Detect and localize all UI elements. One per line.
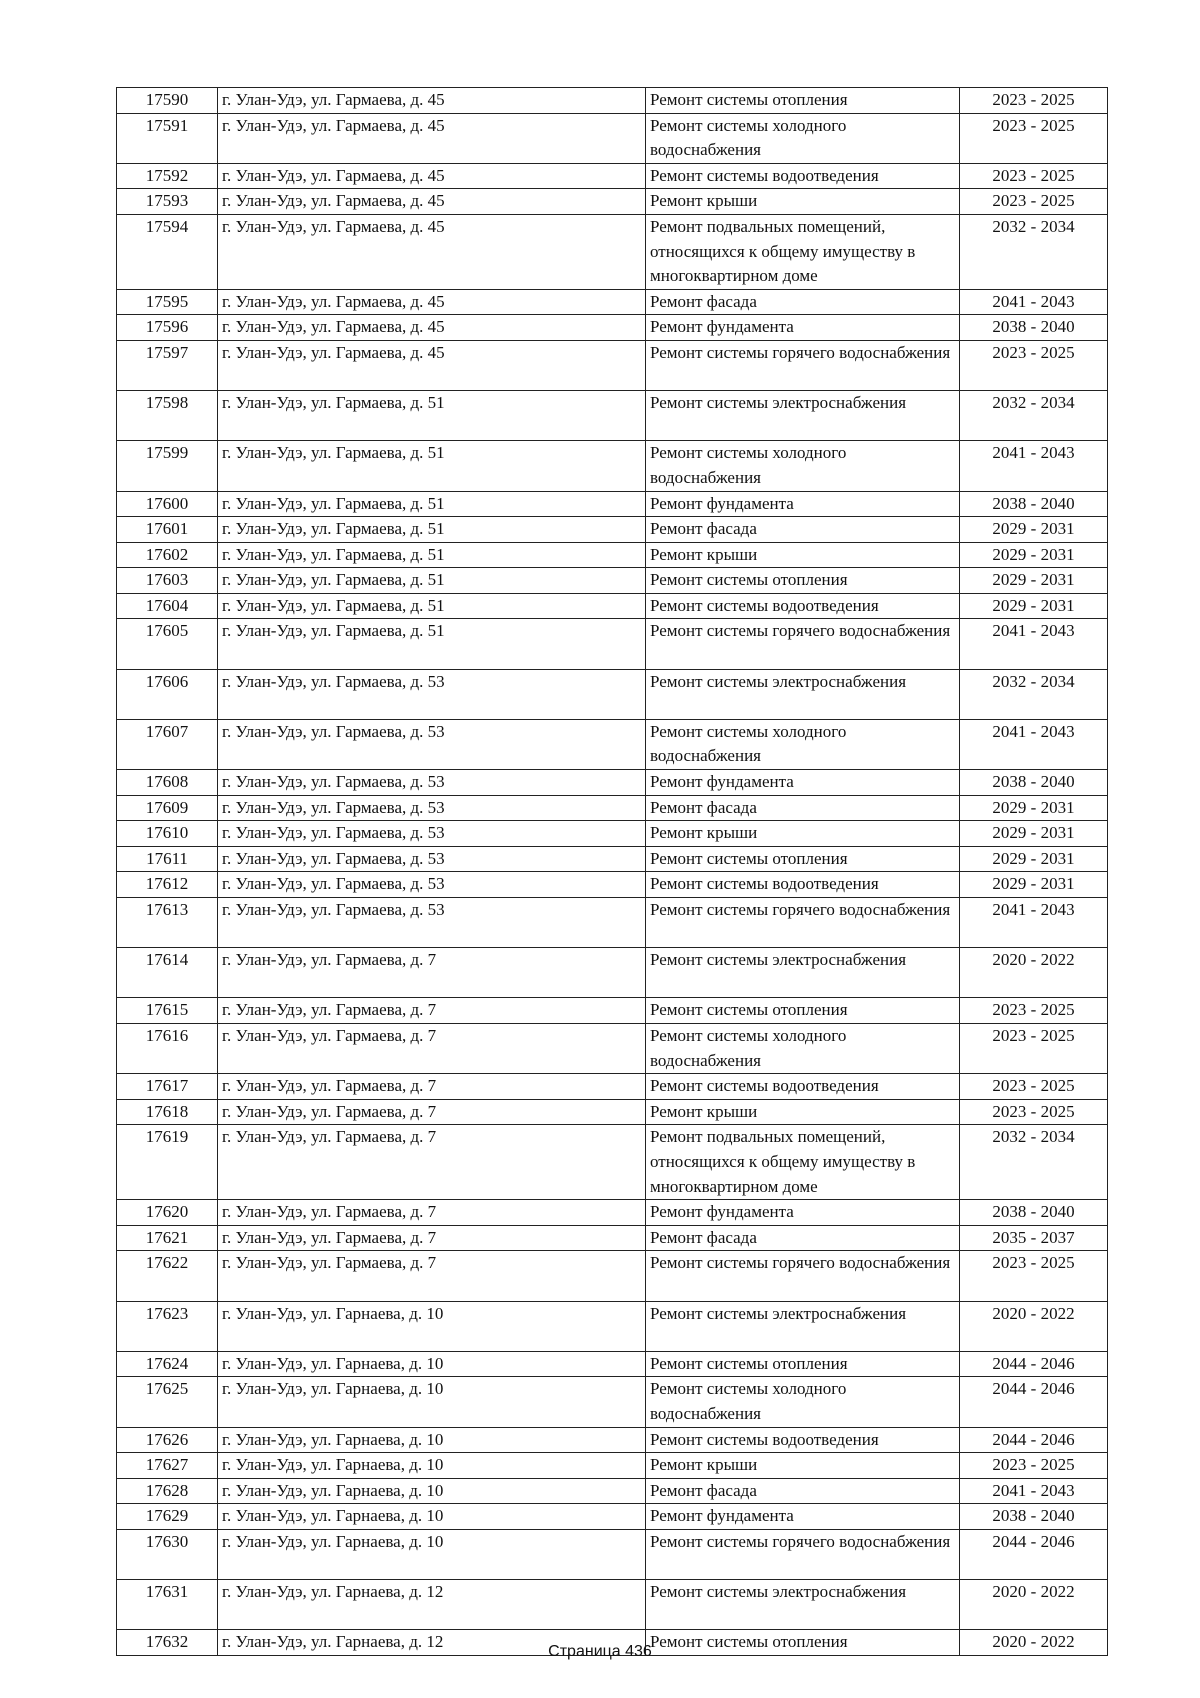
row-number-cell: 17630 bbox=[117, 1529, 218, 1579]
address-cell: г. Улан-Удэ, ул. Гармаева, д. 53 bbox=[218, 898, 646, 948]
work-type-cell: Ремонт системы электроснабжения bbox=[646, 1301, 960, 1351]
period-cell: 2038 - 2040 bbox=[960, 491, 1108, 517]
period-cell: 2023 - 2025 bbox=[960, 1251, 1108, 1301]
row-number-cell: 17613 bbox=[117, 898, 218, 948]
table-row bbox=[117, 1504, 1108, 1530]
period-cell: 2023 - 2025 bbox=[960, 163, 1108, 189]
row-number-cell: 17620 bbox=[117, 1200, 218, 1226]
table-row bbox=[117, 948, 1108, 998]
period-cell: 2041 - 2043 bbox=[960, 619, 1108, 669]
work-type-cell: Ремонт фундамента bbox=[646, 1200, 960, 1226]
row-number-cell: 17609 bbox=[117, 795, 218, 821]
address-cell: г. Улан-Удэ, ул. Гармаева, д. 7 bbox=[218, 1125, 646, 1200]
work-type-cell: Ремонт фасада bbox=[646, 289, 960, 315]
row-number-cell: 17600 bbox=[117, 491, 218, 517]
row-number-cell: 17628 bbox=[117, 1478, 218, 1504]
work-type-cell: Ремонт системы отопления bbox=[646, 846, 960, 872]
row-number-cell: 17621 bbox=[117, 1225, 218, 1251]
table-row bbox=[117, 1023, 1108, 1073]
row-number-cell: 17625 bbox=[117, 1377, 218, 1427]
period-cell: 2044 - 2046 bbox=[960, 1529, 1108, 1579]
work-type-cell: Ремонт системы горячего водоснабжения bbox=[646, 898, 960, 948]
address-cell: г. Улан-Удэ, ул. Гармаева, д. 51 bbox=[218, 517, 646, 543]
table-row bbox=[117, 795, 1108, 821]
work-type-cell: Ремонт системы водоотведения bbox=[646, 1074, 960, 1100]
table-row bbox=[117, 1200, 1108, 1226]
period-cell: 2020 - 2022 bbox=[960, 1301, 1108, 1351]
period-cell: 2020 - 2022 bbox=[960, 1630, 1108, 1656]
address-cell: г. Улан-Удэ, ул. Гармаева, д. 51 bbox=[218, 542, 646, 568]
period-cell: 2032 - 2034 bbox=[960, 391, 1108, 441]
table-row bbox=[117, 619, 1108, 669]
table-row bbox=[117, 113, 1108, 163]
row-number-cell: 17618 bbox=[117, 1099, 218, 1125]
period-cell: 2023 - 2025 bbox=[960, 189, 1108, 215]
table-row bbox=[117, 568, 1108, 594]
row-number-cell: 17591 bbox=[117, 113, 218, 163]
address-cell: г. Улан-Удэ, ул. Гармаева, д. 51 bbox=[218, 568, 646, 594]
address-cell: г. Улан-Удэ, ул. Гармаева, д. 45 bbox=[218, 214, 646, 289]
work-type-cell: Ремонт системы отопления bbox=[646, 1351, 960, 1377]
period-cell: 2020 - 2022 bbox=[960, 948, 1108, 998]
row-number-cell: 17605 bbox=[117, 619, 218, 669]
work-type-cell: Ремонт системы горячего водоснабжения bbox=[646, 619, 960, 669]
work-type-cell: Ремонт крыши bbox=[646, 1453, 960, 1479]
row-number-cell: 17596 bbox=[117, 315, 218, 341]
address-cell: г. Улан-Удэ, ул. Гармаева, д. 7 bbox=[218, 1099, 646, 1125]
table-row bbox=[117, 1529, 1108, 1579]
table-row bbox=[117, 898, 1108, 948]
row-number-cell: 17603 bbox=[117, 568, 218, 594]
row-number-cell: 17592 bbox=[117, 163, 218, 189]
period-cell: 2023 - 2025 bbox=[960, 998, 1108, 1024]
table-row bbox=[117, 846, 1108, 872]
row-number-cell: 17602 bbox=[117, 542, 218, 568]
work-type-cell: Ремонт крыши bbox=[646, 542, 960, 568]
period-cell: 2023 - 2025 bbox=[960, 1023, 1108, 1073]
repair-schedule-body bbox=[117, 88, 1108, 1656]
period-cell: 2023 - 2025 bbox=[960, 88, 1108, 114]
address-cell: г. Улан-Удэ, ул. Гармаева, д. 7 bbox=[218, 1074, 646, 1100]
row-number-cell: 17624 bbox=[117, 1351, 218, 1377]
table-row bbox=[117, 163, 1108, 189]
address-cell: г. Улан-Удэ, ул. Гармаева, д. 7 bbox=[218, 1200, 646, 1226]
table-row bbox=[117, 872, 1108, 898]
period-cell: 2038 - 2040 bbox=[960, 1200, 1108, 1226]
table-row bbox=[117, 770, 1108, 796]
work-type-cell: Ремонт системы холодного водоснабжения bbox=[646, 441, 960, 491]
row-number-cell: 17629 bbox=[117, 1504, 218, 1530]
period-cell: 2038 - 2040 bbox=[960, 315, 1108, 341]
period-cell: 2041 - 2043 bbox=[960, 719, 1108, 769]
address-cell: г. Улан-Удэ, ул. Гарнаева, д. 10 bbox=[218, 1453, 646, 1479]
work-type-cell: Ремонт системы горячего водоснабжения bbox=[646, 1529, 960, 1579]
work-type-cell: Ремонт системы электроснабжения bbox=[646, 391, 960, 441]
period-cell: 2029 - 2031 bbox=[960, 517, 1108, 543]
work-type-cell: Ремонт системы холодного водоснабжения bbox=[646, 1377, 960, 1427]
table-row bbox=[117, 1125, 1108, 1200]
work-type-cell: Ремонт подвальных помещений, относящихся к общему имуществу в многоквартирном доме bbox=[646, 1125, 960, 1200]
table-row bbox=[117, 719, 1108, 769]
work-type-cell: Ремонт фундамента bbox=[646, 770, 960, 796]
period-cell: 2032 - 2034 bbox=[960, 214, 1108, 289]
period-cell: 2044 - 2046 bbox=[960, 1377, 1108, 1427]
row-number-cell: 17594 bbox=[117, 214, 218, 289]
address-cell: г. Улан-Удэ, ул. Гарнаева, д. 10 bbox=[218, 1427, 646, 1453]
address-cell: г. Улан-Удэ, ул. Гармаева, д. 53 bbox=[218, 770, 646, 796]
row-number-cell: 17631 bbox=[117, 1580, 218, 1630]
work-type-cell: Ремонт системы горячего водоснабжения bbox=[646, 1251, 960, 1301]
row-number-cell: 17610 bbox=[117, 821, 218, 847]
table-row bbox=[117, 1580, 1108, 1630]
period-cell: 2044 - 2046 bbox=[960, 1351, 1108, 1377]
period-cell: 2023 - 2025 bbox=[960, 340, 1108, 390]
address-cell: г. Улан-Удэ, ул. Гармаева, д. 7 bbox=[218, 1251, 646, 1301]
row-number-cell: 17623 bbox=[117, 1301, 218, 1351]
work-type-cell: Ремонт системы холодного водоснабжения bbox=[646, 1023, 960, 1073]
table-row bbox=[117, 669, 1108, 719]
address-cell: г. Улан-Удэ, ул. Гарнаева, д. 12 bbox=[218, 1580, 646, 1630]
table-row bbox=[117, 315, 1108, 341]
period-cell: 2023 - 2025 bbox=[960, 1099, 1108, 1125]
table-row bbox=[117, 998, 1108, 1024]
work-type-cell: Ремонт подвальных помещений, относящихся к общему имуществу в многоквартирном доме bbox=[646, 214, 960, 289]
period-cell: 2041 - 2043 bbox=[960, 898, 1108, 948]
table-row bbox=[117, 1453, 1108, 1479]
work-type-cell: Ремонт системы водоотведения bbox=[646, 872, 960, 898]
address-cell: г. Улан-Удэ, ул. Гармаева, д. 53 bbox=[218, 821, 646, 847]
period-cell: 2041 - 2043 bbox=[960, 1478, 1108, 1504]
address-cell: г. Улан-Удэ, ул. Гармаева, д. 7 bbox=[218, 1023, 646, 1073]
row-number-cell: 17611 bbox=[117, 846, 218, 872]
row-number-cell: 17622 bbox=[117, 1251, 218, 1301]
table-row bbox=[117, 88, 1108, 114]
table-row bbox=[117, 1251, 1108, 1301]
table-row bbox=[117, 821, 1108, 847]
row-number-cell: 17601 bbox=[117, 517, 218, 543]
work-type-cell: Ремонт системы электроснабжения bbox=[646, 669, 960, 719]
address-cell: г. Улан-Удэ, ул. Гармаева, д. 51 bbox=[218, 491, 646, 517]
table-row bbox=[117, 340, 1108, 390]
address-cell: г. Улан-Удэ, ул. Гармаева, д. 7 bbox=[218, 948, 646, 998]
table-row bbox=[117, 491, 1108, 517]
table-row bbox=[117, 593, 1108, 619]
period-cell: 2023 - 2025 bbox=[960, 113, 1108, 163]
work-type-cell: Ремонт системы электроснабжения bbox=[646, 948, 960, 998]
work-type-cell: Ремонт фасада bbox=[646, 517, 960, 543]
period-cell: 2020 - 2022 bbox=[960, 1580, 1108, 1630]
row-number-cell: 17608 bbox=[117, 770, 218, 796]
address-cell: г. Улан-Удэ, ул. Гармаева, д. 53 bbox=[218, 872, 646, 898]
work-type-cell: Ремонт системы отопления bbox=[646, 88, 960, 114]
address-cell: г. Улан-Удэ, ул. Гармаева, д. 7 bbox=[218, 1225, 646, 1251]
work-type-cell: Ремонт системы холодного водоснабжения bbox=[646, 113, 960, 163]
row-number-cell: 17599 bbox=[117, 441, 218, 491]
address-cell: г. Улан-Удэ, ул. Гарнаева, д. 10 bbox=[218, 1351, 646, 1377]
period-cell: 2029 - 2031 bbox=[960, 872, 1108, 898]
row-number-cell: 17619 bbox=[117, 1125, 218, 1200]
row-number-cell: 17616 bbox=[117, 1023, 218, 1073]
address-cell: г. Улан-Удэ, ул. Гарнаева, д. 12 bbox=[218, 1630, 646, 1656]
work-type-cell: Ремонт фасада bbox=[646, 1225, 960, 1251]
address-cell: г. Улан-Удэ, ул. Гарнаева, д. 10 bbox=[218, 1504, 646, 1530]
table-row bbox=[117, 1301, 1108, 1351]
work-type-cell: Ремонт фундамента bbox=[646, 1504, 960, 1530]
address-cell: г. Улан-Удэ, ул. Гармаева, д. 53 bbox=[218, 669, 646, 719]
address-cell: г. Улан-Удэ, ул. Гарнаева, д. 10 bbox=[218, 1478, 646, 1504]
table-row bbox=[117, 1351, 1108, 1377]
address-cell: г. Улан-Удэ, ул. Гарнаева, д. 10 bbox=[218, 1529, 646, 1579]
period-cell: 2029 - 2031 bbox=[960, 542, 1108, 568]
address-cell: г. Улан-Удэ, ул. Гармаева, д. 45 bbox=[218, 88, 646, 114]
address-cell: г. Улан-Удэ, ул. Гармаева, д. 53 bbox=[218, 719, 646, 769]
table-row bbox=[117, 289, 1108, 315]
row-number-cell: 17606 bbox=[117, 669, 218, 719]
address-cell: г. Улан-Удэ, ул. Гармаева, д. 53 bbox=[218, 846, 646, 872]
work-type-cell: Ремонт системы электроснабжения bbox=[646, 1580, 960, 1630]
address-cell: г. Улан-Удэ, ул. Гармаева, д. 45 bbox=[218, 340, 646, 390]
table-row bbox=[117, 1225, 1108, 1251]
row-number-cell: 17590 bbox=[117, 88, 218, 114]
period-cell: 2029 - 2031 bbox=[960, 821, 1108, 847]
work-type-cell: Ремонт крыши bbox=[646, 1099, 960, 1125]
work-type-cell: Ремонт системы отопления bbox=[646, 1630, 960, 1656]
table-row bbox=[117, 214, 1108, 289]
period-cell: 2041 - 2043 bbox=[960, 441, 1108, 491]
address-cell: г. Улан-Удэ, ул. Гармаева, д. 53 bbox=[218, 795, 646, 821]
address-cell: г. Улан-Удэ, ул. Гарнаева, д. 10 bbox=[218, 1377, 646, 1427]
page-number: Страница 436 bbox=[548, 1643, 652, 1660]
work-type-cell: Ремонт крыши bbox=[646, 821, 960, 847]
work-type-cell: Ремонт системы водоотведения bbox=[646, 593, 960, 619]
row-number-cell: 17593 bbox=[117, 189, 218, 215]
period-cell: 2032 - 2034 bbox=[960, 669, 1108, 719]
work-type-cell: Ремонт системы отопления bbox=[646, 998, 960, 1024]
period-cell: 2044 - 2046 bbox=[960, 1427, 1108, 1453]
row-number-cell: 17598 bbox=[117, 391, 218, 441]
address-cell: г. Улан-Удэ, ул. Гармаева, д. 45 bbox=[218, 163, 646, 189]
table-row bbox=[117, 542, 1108, 568]
row-number-cell: 17626 bbox=[117, 1427, 218, 1453]
work-type-cell: Ремонт фасада bbox=[646, 1478, 960, 1504]
period-cell: 2038 - 2040 bbox=[960, 770, 1108, 796]
address-cell: г. Улан-Удэ, ул. Гармаева, д. 45 bbox=[218, 289, 646, 315]
address-cell: г. Улан-Удэ, ул. Гарнаева, д. 10 bbox=[218, 1301, 646, 1351]
table-row bbox=[117, 1099, 1108, 1125]
work-type-cell: Ремонт фасада bbox=[646, 795, 960, 821]
address-cell: г. Улан-Удэ, ул. Гармаева, д. 45 bbox=[218, 113, 646, 163]
table-row bbox=[117, 189, 1108, 215]
table-row bbox=[117, 517, 1108, 543]
row-number-cell: 17597 bbox=[117, 340, 218, 390]
row-number-cell: 17604 bbox=[117, 593, 218, 619]
address-cell: г. Улан-Удэ, ул. Гармаева, д. 51 bbox=[218, 593, 646, 619]
table-row bbox=[117, 1478, 1108, 1504]
work-type-cell: Ремонт системы водоотведения bbox=[646, 1427, 960, 1453]
period-cell: 2041 - 2043 bbox=[960, 289, 1108, 315]
work-type-cell: Ремонт системы холодного водоснабжения bbox=[646, 719, 960, 769]
address-cell: г. Улан-Удэ, ул. Гармаева, д. 51 bbox=[218, 441, 646, 491]
address-cell: г. Улан-Удэ, ул. Гармаева, д. 45 bbox=[218, 315, 646, 341]
period-cell: 2038 - 2040 bbox=[960, 1504, 1108, 1530]
repair-schedule-table bbox=[116, 87, 1108, 1656]
address-cell: г. Улан-Удэ, ул. Гармаева, д. 51 bbox=[218, 391, 646, 441]
period-cell: 2032 - 2034 bbox=[960, 1125, 1108, 1200]
work-type-cell: Ремонт системы водоотведения bbox=[646, 163, 960, 189]
period-cell: 2029 - 2031 bbox=[960, 593, 1108, 619]
row-number-cell: 17615 bbox=[117, 998, 218, 1024]
work-type-cell: Ремонт фундамента bbox=[646, 491, 960, 517]
address-cell: г. Улан-Удэ, ул. Гармаева, д. 45 bbox=[218, 189, 646, 215]
period-cell: 2023 - 2025 bbox=[960, 1074, 1108, 1100]
work-type-cell: Ремонт системы отопления bbox=[646, 568, 960, 594]
address-cell: г. Улан-Удэ, ул. Гармаева, д. 51 bbox=[218, 619, 646, 669]
address-cell: г. Улан-Удэ, ул. Гармаева, д. 7 bbox=[218, 998, 646, 1024]
table-row bbox=[117, 391, 1108, 441]
table-row bbox=[117, 441, 1108, 491]
row-number-cell: 17612 bbox=[117, 872, 218, 898]
row-number-cell: 17632 bbox=[117, 1630, 218, 1656]
table-row bbox=[117, 1074, 1108, 1100]
period-cell: 2029 - 2031 bbox=[960, 846, 1108, 872]
row-number-cell: 17617 bbox=[117, 1074, 218, 1100]
table-row bbox=[117, 1377, 1108, 1427]
row-number-cell: 17607 bbox=[117, 719, 218, 769]
work-type-cell: Ремонт системы горячего водоснабжения bbox=[646, 340, 960, 390]
table-row bbox=[117, 1427, 1108, 1453]
period-cell: 2029 - 2031 bbox=[960, 568, 1108, 594]
work-type-cell: Ремонт крыши bbox=[646, 189, 960, 215]
period-cell: 2029 - 2031 bbox=[960, 795, 1108, 821]
work-type-cell: Ремонт фундамента bbox=[646, 315, 960, 341]
row-number-cell: 17614 bbox=[117, 948, 218, 998]
period-cell: 2035 - 2037 bbox=[960, 1225, 1108, 1251]
period-cell: 2023 - 2025 bbox=[960, 1453, 1108, 1479]
row-number-cell: 17627 bbox=[117, 1453, 218, 1479]
row-number-cell: 17595 bbox=[117, 289, 218, 315]
